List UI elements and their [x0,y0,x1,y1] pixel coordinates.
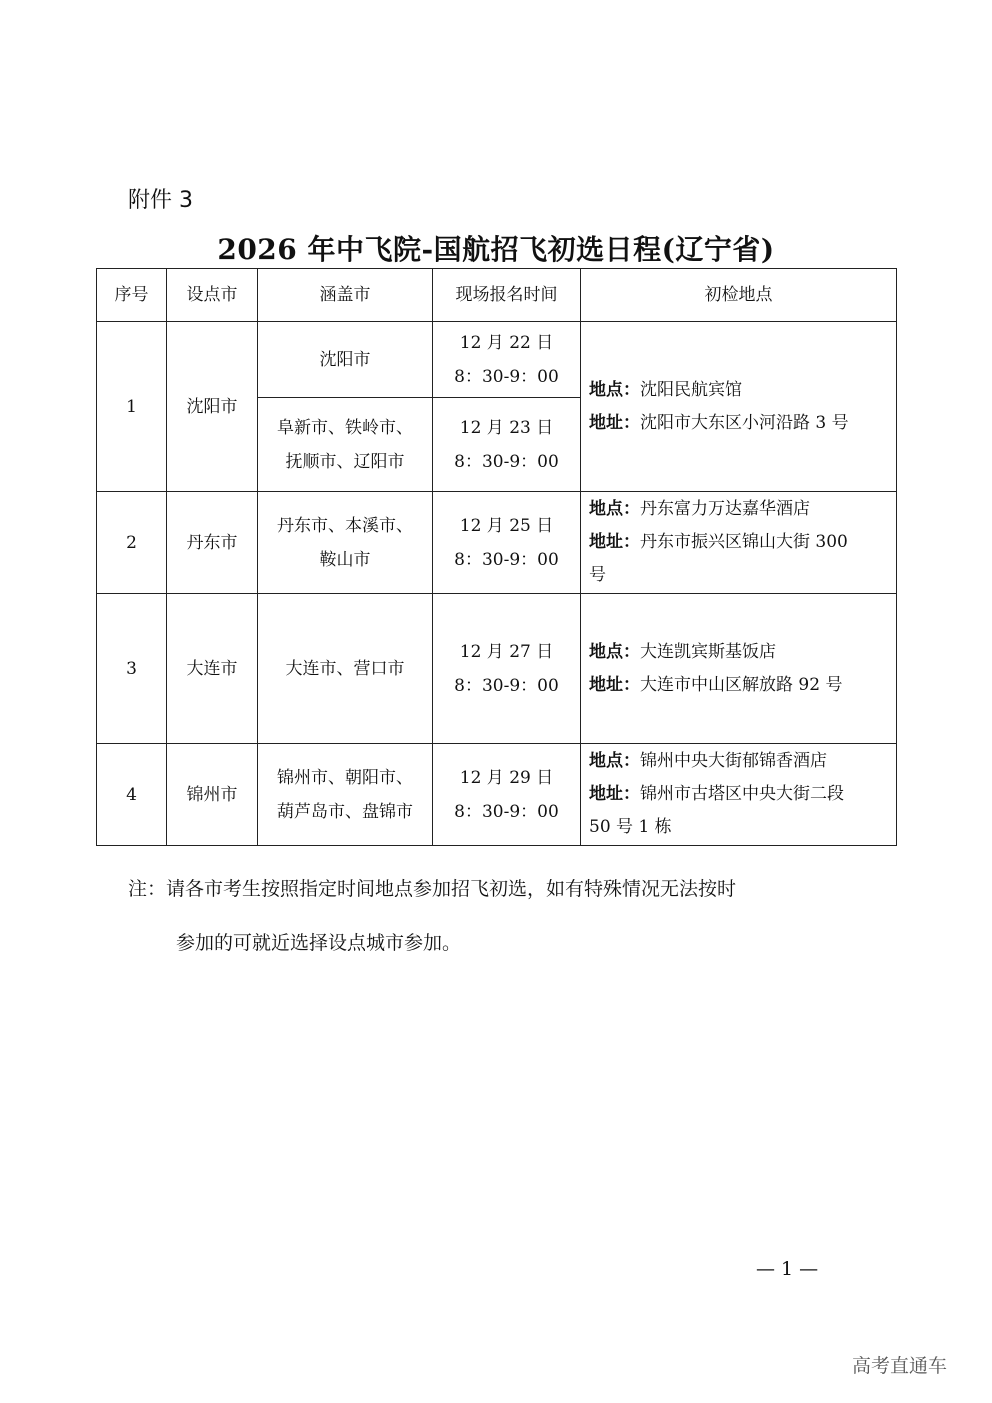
coverage-cell: 丹东市、本溪市、 鞍山市 [258,492,433,594]
site-city: 丹东市 [167,492,258,594]
row-number: 2 [97,492,167,594]
site-city: 锦州市 [167,744,258,846]
header-cell: 设点市 [167,269,258,322]
coverage-cell: 沈阳市 [258,322,433,398]
attachment-label: 附件 3 [128,188,193,213]
schedule-table [96,268,897,846]
footnote-line: 注：请各市考生按照指定时间地点参加招飞初选，如有特殊情况无法按时 [128,878,737,900]
row-number: 4 [97,744,167,846]
site-city: 大连市 [167,594,258,744]
location-cell: 地点：沈阳民航宾馆 地址：沈阳市大东区小河沿路 3 号 [581,322,897,492]
time-cell: 12 月 23 日 8：30-9：00 [433,398,581,492]
location-cell: 地点：丹东富力万达嘉华酒店 地址：丹东市振兴区锦山大街 300 号 [581,492,897,594]
table-row [97,492,897,594]
header-cell: 序号 [97,269,167,322]
header-cell: 现场报名时间 [433,269,581,322]
time-cell: 12 月 29 日 8：30-9：00 [433,744,581,846]
location-cell: 地点：锦州中央大街郁锦香酒店 地址：锦州市古塔区中央大街二段 50 号 1 栋 [581,744,897,846]
time-cell: 12 月 22 日 8：30-9：00 [433,322,581,398]
table-row [97,322,897,398]
table-row [97,744,897,846]
row-number: 3 [97,594,167,744]
row-number: 1 [97,322,167,492]
header-cell: 涵盖市 [258,269,433,322]
footnote [128,862,888,970]
location-cell: 地点：大连凯宾斯基饭店 地址：大连市中山区解放路 92 号 [581,594,897,744]
watermark-text: 高考直通车 [852,1355,948,1377]
page-number: — 1 — [756,1258,819,1280]
coverage-cell: 锦州市、朝阳市、 葫芦岛市、盘锦市 [258,744,433,846]
footnote-line: 参加的可就近选择设点城市参加。 [176,932,462,954]
table-row [97,594,897,744]
time-cell: 12 月 27 日 8：30-9：00 [433,594,581,744]
document-title: 2026 年中飞院-国航招飞初选日程(辽宁省) [217,233,775,266]
coverage-cell: 阜新市、铁岭市、 抚顺市、辽阳市 [258,398,433,492]
time-cell: 12 月 25 日 8：30-9：00 [433,492,581,594]
coverage-cell: 大连市、营口市 [258,594,433,744]
site-city: 沈阳市 [167,322,258,492]
header-cell: 初检地点 [581,269,897,322]
table-header-row [97,269,897,322]
